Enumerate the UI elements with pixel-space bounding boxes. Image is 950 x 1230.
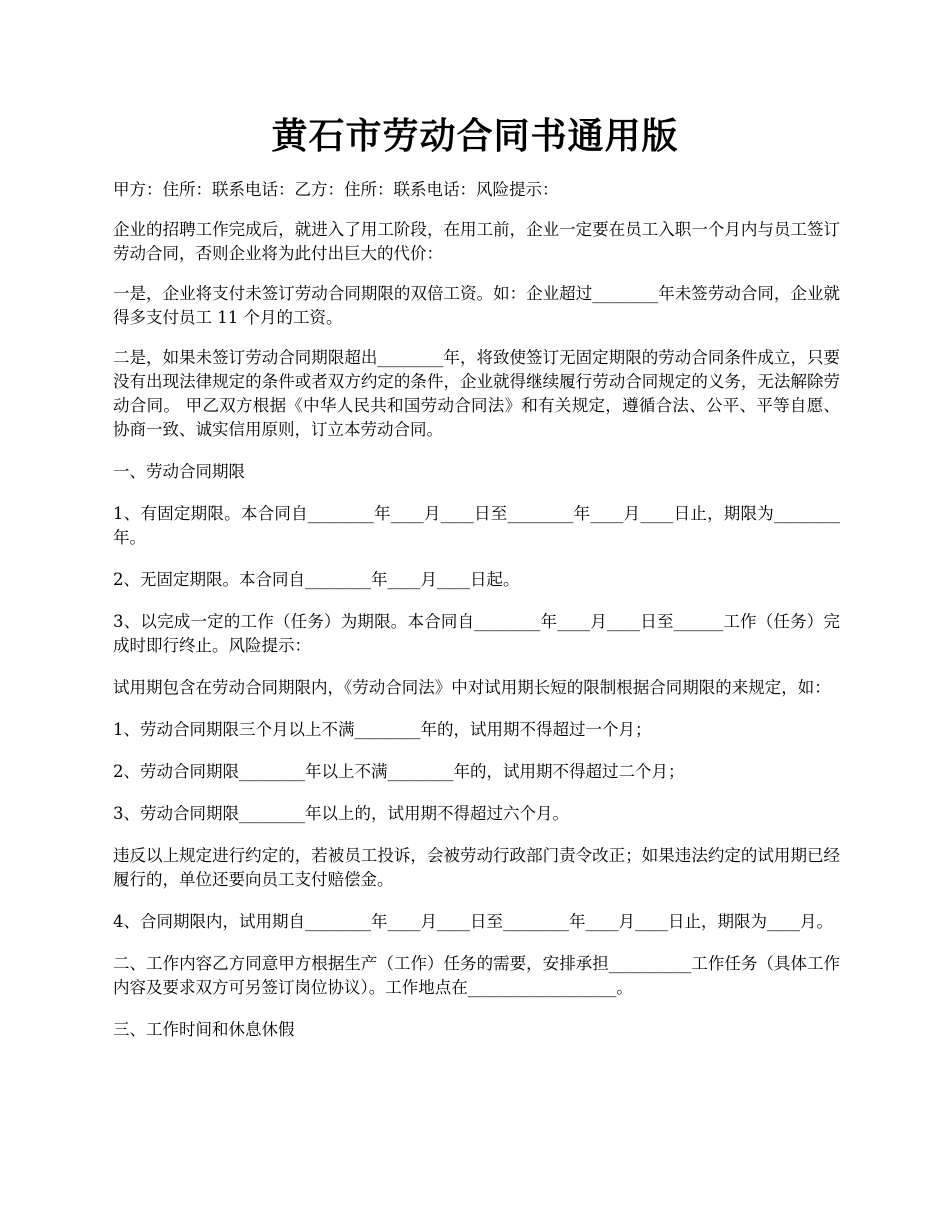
- paragraph-violation-note: 违反以上规定进行约定的，若被员工投诉，会被劳动行政部门责令改正；如果违法约定的试用期已经履行的，单位还要向员工支付赔偿金。: [113, 846, 840, 889]
- paragraph-risk-one: 一是，企业将支付未签订劳动合同期限的双倍工资。如：企业超过________年未签劳动合同，企业就得多支付员工 11 个月的工资。: [113, 284, 840, 327]
- paragraph-task-term: 3、以完成一定的工作（任务）为期限。本合同自________年____月____日至______工作（任务）完成时即行终止。风险提示：: [113, 612, 840, 655]
- paragraph-open-term: 2、无固定期限。本合同自________年____月____日起。: [113, 570, 520, 589]
- paragraph-parties: 甲方：住所：联系电话：乙方：住所：联系电话：风险提示：: [113, 180, 559, 199]
- section-heading-working-hours: 三、工作时间和休息休假: [113, 1020, 295, 1039]
- paragraph-intro: 企业的招聘工作完成后，就进入了用工阶段，在用工前，企业一定要在员工入职一个月内与员工签订劳动合同，否则企业将为此付出巨大的代价：: [113, 220, 840, 263]
- paragraph-probation-note: 试用期包含在劳动合同期限内，《劳动合同法》中对试用期长短的限制根据合同期限的来规定，如：: [113, 678, 831, 697]
- document-title: 黄石市劳动合同书通用版: [271, 115, 679, 157]
- paragraph-probation-rule-2: 2、劳动合同期限________年以上不满________年的，试用期不得超过二个月；: [113, 762, 685, 781]
- paragraph-probation-rule-3: 3、劳动合同期限________年以上的，试用期不得超过六个月。: [113, 804, 569, 823]
- paragraph-fixed-term: 1、有固定期限。本合同自________年____月____日至________年____月____日止，期限为________年。: [113, 504, 840, 547]
- paragraph-probation-period: 4、合同期限内，试用期自________年____月____日至________年____月____日止，期限为____月。: [113, 912, 833, 931]
- section-heading-contract-term: 一、劳动合同期限: [113, 462, 245, 481]
- paragraph-probation-rule-1: 1、劳动合同期限三个月以上不满________年的，试用期不得超过一个月；: [113, 720, 652, 739]
- paragraph-risk-two: 二是，如果未签订劳动合同期限超出________年，将致使签订无固定期限的劳动合同条件成立，只要没有出现法律规定的条件或者双方约定的条件，企业就得继续履行劳动合同规定的义务，无法解除劳动合同。 甲乙双方根据《中华人民共和国劳动合同法》和有关规定，遵循合法、公平、平等自愿、协商一致、诚实信用原则，订立本劳动合同。: [113, 348, 840, 439]
- paragraph-work-content: 二、工作内容乙方同意甲方根据生产（工作）任务的需要，安排承担__________工作任务（具体工作内容及要求双方可另签订岗位协议）。工作地点在__________________。: [113, 954, 840, 997]
- document-body: [113, 178, 840, 1058]
